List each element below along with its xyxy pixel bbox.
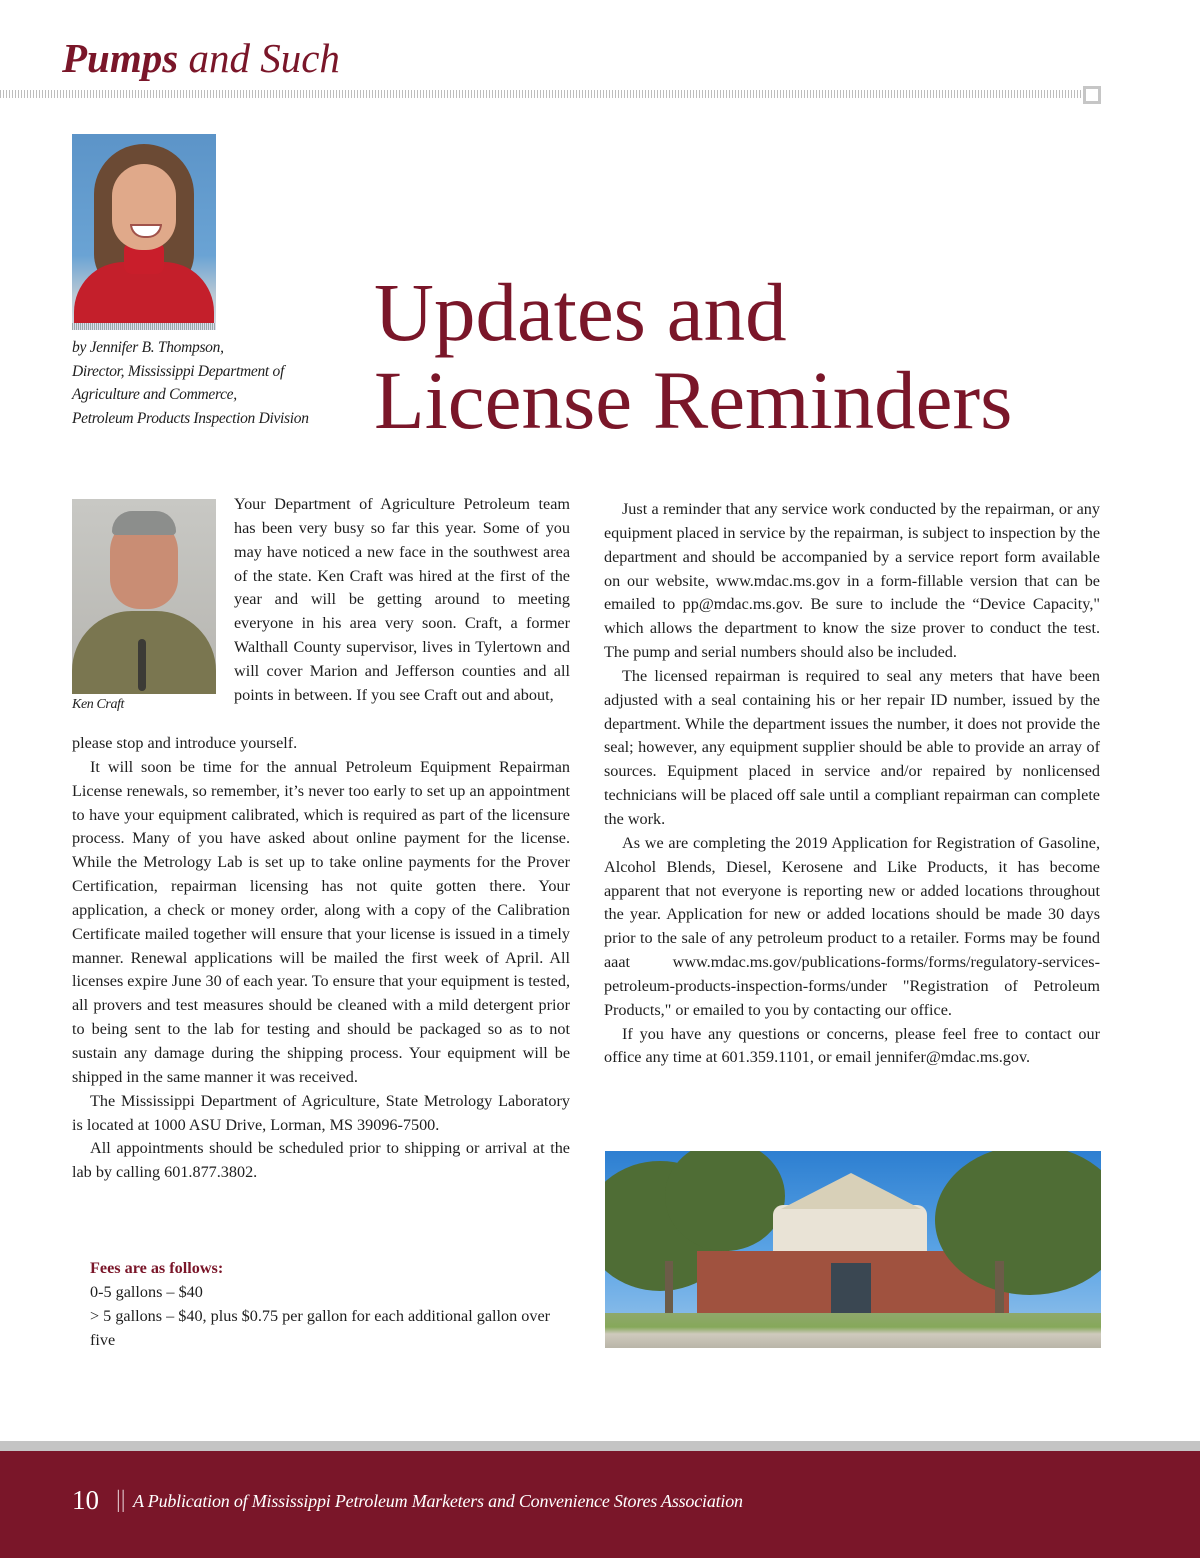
header-rule (0, 90, 1084, 98)
section-header-bold: Pumps (62, 35, 179, 81)
fees-list (90, 1257, 570, 1352)
intro-paragraph-continued: please stop and introduce yourself. (72, 734, 298, 752)
footer-rule (0, 1441, 1200, 1451)
registration-paragraph: As we are completing the 2019 Application for Registration of Gasoline, Alcohol Blends, Diesel, Kerosene and Like Products, it has become apparent that not everyone is reporting new or added locations throughout the year. Application for new or added locations should be made 30 days prior to the sale of any petroleum product to a retailer. Forms may be found aaat www.mdac.ms.gov/publications-forms/forms/regulatory-services-petroleum-products-inspection-forms/under "Registration of Petroleum Products," or emailed to you by contacting our office. (604, 833, 1100, 1019)
section-header-rest: and Such (178, 35, 340, 81)
contact-paragraph: If you have any questions or concerns, please feel free to contact our office any time at 601.359.1101, or email jennifer@mdac.ms.gov. (604, 1024, 1100, 1067)
lab-building-photo (605, 1151, 1101, 1348)
fee-item: 0-5 gallons – $40 (90, 1282, 203, 1301)
column-1-body (72, 732, 570, 1185)
article-title: Updates and License Reminders (374, 266, 1013, 446)
fees-heading: Fees are as follows: (90, 1259, 224, 1277)
lab-location-paragraph: The Mississippi Department of Agriculture, State Metrology Laboratory is located at 1000 ASU Drive, Lorman, MS 39096-7500. (72, 1091, 570, 1134)
column-1-intro (234, 493, 570, 708)
footer-separator: || (116, 1487, 126, 1513)
page-number: 10 (72, 1485, 99, 1515)
intro-paragraph: Your Department of Agriculture Petroleum team has been very busy so far this year. Some of you may have noticed a new face in the southwest area of the state. Ken Craft was hired at the first of the year and will be getting around to meeting everyone in his area very soon. Craft, a former Walthall County supervisor, lives in Tylertown and will cover Marion and Jefferson counties and all points in between. If you see Craft out and about, (234, 495, 570, 704)
author-byline: by Jennifer B. Thompson, Director, Mississippi Department of Agriculture and Commerce, Petroleum Products Inspection Division (72, 339, 309, 427)
ken-craft-photo (72, 499, 216, 694)
appointments-paragraph: All appointments should be scheduled prior to shipping or arrival at the lab by calling 601.877.3802. (72, 1139, 570, 1182)
header-rule-box (1083, 86, 1101, 104)
section-header (62, 34, 340, 82)
service-report-paragraph: Just a reminder that any service work conducted by the repairman, or any equipment placed in service by the repairman, is subject to inspection by the department and should be accompanied by a service report form available on our website, www.mdac.ms.gov in a form-fillable version that can be emailed to pp@mdac.ms.gov. Be sure to include the “Device Capacity," which allows the department to know the size prover to conduct the test. The pump and serial numbers should also be included. (604, 500, 1100, 662)
renewal-paragraph: It will soon be time for the annual Petroleum Equipment Repairman License renewals, so remember, it’s never too early to set up an appointment to have your equipment calibrated, which is required as part of the licensure process. Many of you have asked about online payment for the license. While the Metrology Lab is set up to take online payments for the Prover Certification, repairman licensing has not quite gotten there. Your application, a check or money order, along with a copy of the Calibration Certificate mailed together will ensure that your license is issued in a timely manner. Renewal applications will be mailed the first week of April. All licenses expire June 30 of each year. To ensure that your equipment is tested, all provers and test measures should be cleaned with a mild detergent prior to being sent to the lab for testing and should be packaged so as to not sustain any damage during the shipping process. Your equipment will be shipped in the same manner it was received. (72, 757, 570, 1086)
photo-caption: Ken Craft (72, 697, 125, 712)
column-2 (604, 498, 1100, 1070)
fee-item: > 5 gallons – $40, plus $0.75 per gallon for each additional gallon over five (90, 1306, 551, 1349)
seal-paragraph: The licensed repairman is required to seal any meters that have been adjusted with a seal containing his or her repair ID number, issued by the department. While the department issues the number, it does not provide the seal; however, any equipment supplier should be able to provide an array of sources. Equipment placed in service and/or repaired by nonlicensed technicians will be placed off sale until a compliant repairman can complete the work. (604, 666, 1100, 828)
publication-name: A Publication of Mississippi Petroleum Marketers and Convenience Stores Association (133, 1491, 743, 1511)
author-photo (72, 134, 216, 330)
page-footer (0, 1451, 1200, 1558)
